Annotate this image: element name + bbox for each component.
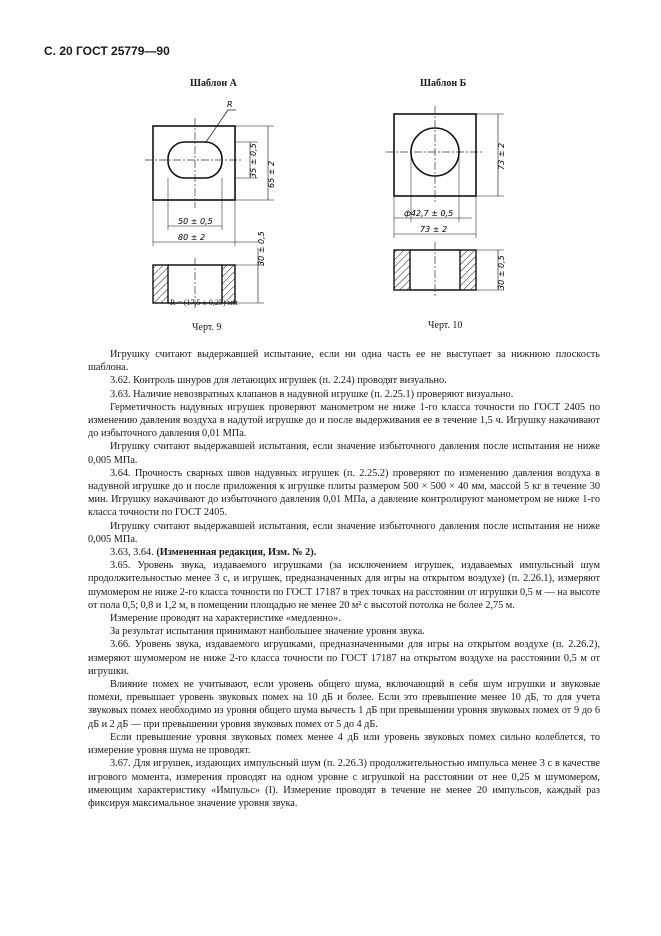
paragraph: Если превышение уровня звуковых помех менее 4 дБ или уровень звуковых помех сильно колеблется, то измерение уровня шума не проводят. [88, 731, 600, 757]
paragraph: Измерение проводят на характеристике «медленно». [110, 613, 341, 625]
paragraph: 3.63. Наличие невозвратных клапанов в надувной игрушке (п. 2.25.1) проверяют визуально. [110, 388, 514, 400]
figure-b-dim-diameter: ф42,7 ± 0,5 [404, 209, 454, 218]
amendment-prefix: 3.63, 3.64. [110, 547, 157, 559]
figure-b-caption: Черт. 10 [428, 320, 463, 331]
amendment-note: (Измененная редакция, Изм. № 2). [156, 547, 317, 559]
figure-b-dim-height: 73 ± 2 [497, 142, 506, 170]
figure-a-section-left [153, 265, 168, 303]
paragraph: 3.64. Прочность сварных швов надувных игрушек (п. 2.25.2) проверяют по изменению давления воздуха в надувной игрушке до и после приложения к игрушке плиты размером 500 × 500 × 40 мм, массой 5 кг в течение 30 мин. Игрушку накачивают до избыточного давления 0,01 МПа, а давление контролируют манометром не ниже 1-го класса точности по ГОСТ 2405. [88, 467, 600, 519]
figure-b-title: Шаблон Б [420, 78, 467, 89]
figure-a-dim-height-inner: 35 ± 0,5 [249, 143, 258, 178]
figure-a-dim-width-outer: 80 ± 2 [178, 233, 206, 242]
figure-template-a [140, 70, 300, 340]
paragraph: Игрушку считают выдержавшей испытание, если ни одна часть ее не выступает за нижнюю плоскость шаблона. [88, 349, 600, 374]
paragraph: За результат испытания принимают наибольшее значение уровня звука. [110, 626, 425, 638]
figure-a-note: R = (17,5 ± 0,25) мм [170, 298, 238, 307]
paragraph: 3.62. Контроль шнуров для летающих игрушек (п. 2.24) проводят визуально. [110, 375, 447, 387]
paragraph: Игрушку считают выдержавшей испытания, если значение избыточного давления после испытания не ниже 0,005 МПа. [88, 441, 600, 466]
figure-b-drawing [380, 90, 540, 320]
figure-b-dim-width: 73 ± 2 [420, 225, 448, 234]
paragraph: Герметичность надувных игрушек проверяют манометром не ниже 1-го класса точности по ГОСТ 2405 по изменению давления воздуха в надутой игрушке до и после выдерживания ее в течение 1,5 ч. Игрушку накачивают до избыточного давления 0,01 МПа. [88, 401, 600, 440]
page-header: С. 20 ГОСТ 25779—90 [44, 44, 170, 58]
paragraph: Игрушку считают выдержавшей испытания, если значение избыточного давления после испытания не ниже 0,005 МПа. [88, 520, 600, 545]
paragraph: Влияние помех не учитывают, если уровень общего шума, включающий в себя шум игрушки и звуковые помехи, превышает уровень звуковых помех на 10 дБ и более. Если это превышение менее 10 дБ, то для учета звуковых помех необходимо из уровня общего шума вычесть 1 дБ при превышении уровня звуковых помех от 9 до 6 дБ и 2 дБ — при превышении уровня звуковых помех от 5 до 4 дБ. [88, 679, 600, 730]
paragraph: 3.65. Уровень звука, издаваемого игрушками (за исключением игрушек, издаваемых импульсный шум продолжительностью менее 3 с, и игрушек, предназначенных для игры на открытом воздухе) (п. 2.26.1), измеряют шумомером не ниже 2-го класса точности по ГОСТ 17187 в трех точках на расстоянии от игрушки 0,5 м — на высоте от пола 0,5; 0,8 и 1,2 м, в помещении площадью не менее 20 м² с высотой потолка не более 2,75 м. [88, 560, 600, 611]
figure-b-section-right [460, 250, 476, 290]
figure-b-dim-thickness: 30 ± 0,5 [497, 255, 506, 290]
paragraph-amendment [88, 546, 600, 559]
figure-template-b [380, 70, 540, 340]
figure-b-section-left [394, 250, 410, 290]
figure-a-dim-width-inner: 50 ± 0,5 [178, 217, 213, 226]
figure-a-drawing [140, 90, 300, 330]
figure-a-dim-height-outer: 65 ± 2 [267, 160, 276, 188]
figure-a-caption: Черт. 9 [192, 322, 222, 333]
paragraph: 3.66. Уровень звука, издаваемого игрушками, предназначенными для игры на открытом воздухе (п. 2.26.2), измеряют шумомером не ниже 2-го класса точности по ГОСТ 17187 на открытом воздухе на расстоянии 0,5 м от игрушки. [88, 639, 600, 677]
figure-a-title: Шаблон А [190, 78, 237, 89]
figure-a-radius-label: R [227, 100, 233, 109]
paragraph: 3.67. Для игрушек, издающих импульсный шум (п. 2.26.3) продолжительностью импульса менее 3 с в качестве игрового момента, измерения проводят на одном уровне с игрушкой на расстоянии от нее 0,25 м шумомером, имеющим характеристику «Импульс» (I). Измерение проводят в течение не менее 20 импульсов, каждый раз фиксируя максимальное значение уровня звука. [88, 758, 600, 809]
body-text [88, 348, 600, 810]
figure-a-dim-thickness: 30 ± 0,5 [257, 231, 266, 266]
